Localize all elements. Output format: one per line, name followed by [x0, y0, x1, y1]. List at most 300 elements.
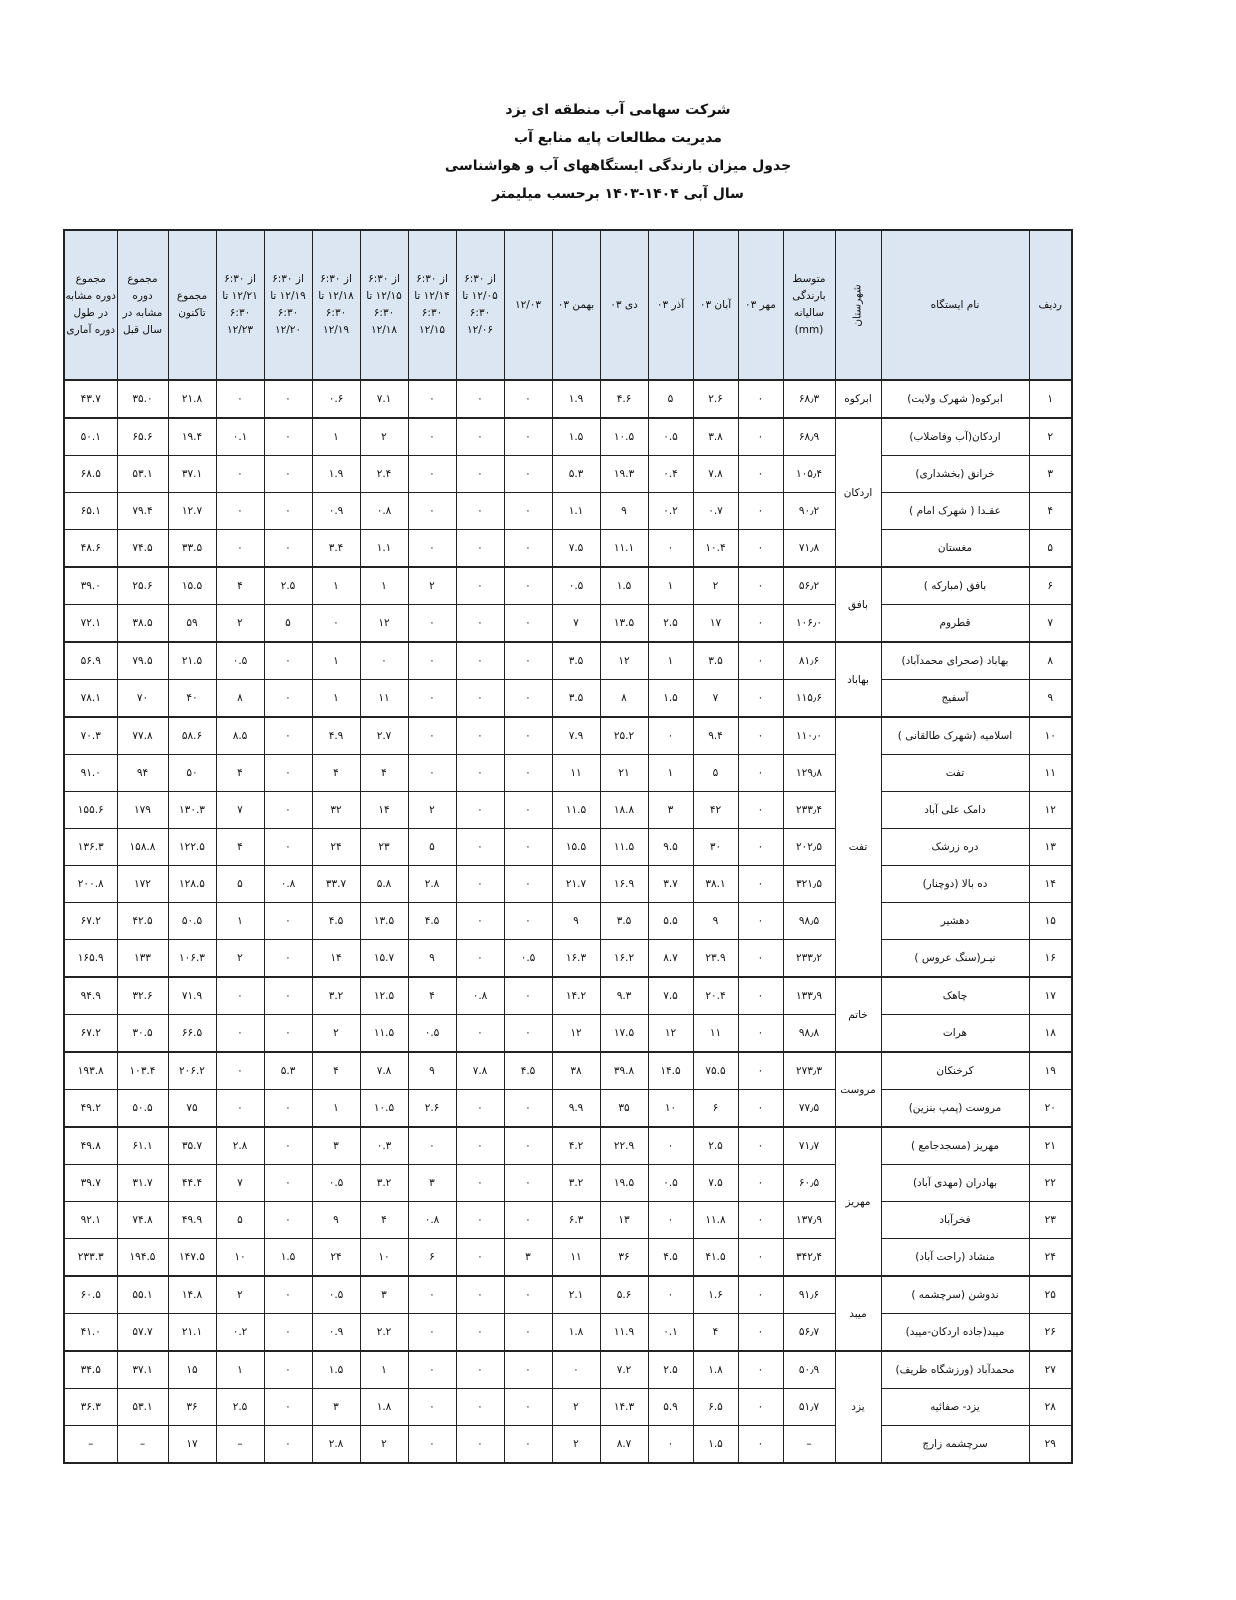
value-cell: ۱۱۰٫۰ — [783, 717, 835, 755]
value-cell: ۱۷۲ — [117, 866, 168, 903]
value-cell: ۰ — [216, 456, 264, 493]
value-cell: ۰ — [456, 1090, 504, 1128]
row-number-cell: ۱۹ — [1029, 1052, 1072, 1090]
value-cell: ۳.۵ — [600, 903, 648, 940]
value-cell: ۰ — [456, 418, 504, 456]
header-cell — [835, 230, 881, 380]
station-name-cell: مغستان — [881, 530, 1029, 568]
value-cell: ۰ — [504, 456, 552, 493]
value-cell: ۶۰٫۵ — [783, 1165, 835, 1202]
value-cell: ۰ — [504, 977, 552, 1015]
value-cell: ۰.۲ — [216, 1314, 264, 1352]
value-cell: ۴.۵ — [408, 903, 456, 940]
value-cell: ۰ — [504, 1127, 552, 1165]
value-cell: ۰ — [408, 1389, 456, 1426]
row-number-cell: ۲۴ — [1029, 1239, 1072, 1277]
value-cell: ۰ — [408, 755, 456, 792]
value-cell: ۰ — [456, 1426, 504, 1464]
value-cell: ۸.۷ — [600, 1426, 648, 1464]
value-cell: ۲۴ — [312, 829, 360, 866]
value-cell: ۰ — [408, 1351, 456, 1389]
table-row — [64, 792, 1072, 829]
value-cell: ۳۷.۱ — [168, 456, 216, 493]
value-cell: ۱۷.۵ — [600, 1015, 648, 1053]
value-cell: ۱.۹ — [312, 456, 360, 493]
value-cell: ۰.۱ — [648, 1314, 693, 1352]
value-cell: ۱۳ — [600, 1202, 648, 1239]
value-cell: ۳ — [360, 1276, 408, 1314]
value-cell: ۱۹.۴ — [168, 418, 216, 456]
value-cell: ۰ — [456, 1165, 504, 1202]
value-cell: ۶.۵ — [693, 1389, 738, 1426]
value-cell: ۵ — [216, 866, 264, 903]
value-cell: ۹۰٫۲ — [783, 493, 835, 530]
value-cell: ۴۴.۴ — [168, 1165, 216, 1202]
value-cell: ۷ — [693, 680, 738, 718]
value-cell: ۳۴۲٫۴ — [783, 1239, 835, 1277]
value-cell: ۱۱.۸ — [693, 1202, 738, 1239]
value-cell: ۳۵.۰ — [117, 380, 168, 418]
value-cell: ۱۵ — [168, 1351, 216, 1389]
value-cell: ۲۵.۶ — [117, 567, 168, 605]
value-cell: ۰ — [264, 829, 312, 866]
value-cell: ۱.۵ — [693, 1426, 738, 1464]
value-cell: ۱۰۶.۳ — [168, 940, 216, 978]
value-cell: ۰ — [738, 1015, 783, 1053]
value-cell: ۳۶ — [600, 1239, 648, 1277]
table-row — [64, 717, 1072, 755]
row-number-cell: ۷ — [1029, 605, 1072, 643]
header-cell: ردیف — [1029, 230, 1072, 380]
row-number-cell: ۱۳ — [1029, 829, 1072, 866]
station-name-cell: سرچشمه زارچ — [881, 1426, 1029, 1464]
value-cell: ۱۲۲.۵ — [168, 829, 216, 866]
value-cell: ۳۸.۵ — [117, 605, 168, 643]
value-cell: ۱۳۷٫۹ — [783, 1202, 835, 1239]
value-cell: ۰ — [738, 380, 783, 418]
value-cell: ۵۰.۱ — [64, 418, 117, 456]
value-cell: ۰ — [456, 792, 504, 829]
value-cell: ۴.۵ — [648, 1239, 693, 1277]
value-cell: ۲ — [312, 1015, 360, 1053]
value-cell: ۱۳۳٫۹ — [783, 977, 835, 1015]
value-cell: ۷۰.۳ — [64, 717, 117, 755]
station-name-cell: عقـدا ( شهرک امام ) — [881, 493, 1029, 530]
value-cell: ۰.۳ — [360, 1127, 408, 1165]
value-cell: ۰ — [216, 380, 264, 418]
value-cell: ۸ — [216, 680, 264, 718]
value-cell: ۳.۵ — [552, 680, 600, 718]
value-cell: ۱۲ — [360, 605, 408, 643]
value-cell: ۰ — [738, 792, 783, 829]
value-cell: ۰ — [738, 680, 783, 718]
value-cell: ۱۰.۵ — [360, 1090, 408, 1128]
value-cell: ۴.۹ — [312, 717, 360, 755]
value-cell: ۹.۹ — [552, 1090, 600, 1128]
table-body — [64, 380, 1072, 1463]
value-cell: ۷۷٫۵ — [783, 1090, 835, 1128]
value-cell: ۰.۶ — [312, 380, 360, 418]
value-cell: ۰ — [738, 1314, 783, 1352]
value-cell: ۹.۳ — [600, 977, 648, 1015]
value-cell: ۲۲.۹ — [600, 1127, 648, 1165]
value-cell: ۱۱.۵ — [360, 1015, 408, 1053]
value-cell: – — [216, 1426, 264, 1464]
value-cell: ۰ — [504, 380, 552, 418]
station-name-cell: ابرکوه( شهرک ولایت) — [881, 380, 1029, 418]
value-cell: ۵۶٫۲ — [783, 567, 835, 605]
value-cell: ۵۷.۷ — [117, 1314, 168, 1352]
value-cell: ۷.۸ — [693, 456, 738, 493]
value-cell: ۱۹۳.۸ — [64, 1052, 117, 1090]
value-cell: ۰ — [504, 530, 552, 568]
value-cell: ۲.۶ — [408, 1090, 456, 1128]
row-number-cell: ۵ — [1029, 530, 1072, 568]
value-cell: ۱۵۸.۸ — [117, 829, 168, 866]
value-cell: ۱.۱ — [360, 530, 408, 568]
value-cell: ۵۰.۵ — [117, 1090, 168, 1128]
value-cell: ۰ — [738, 829, 783, 866]
value-cell: ۱۴ — [360, 792, 408, 829]
value-cell: ۱۴.۵ — [648, 1052, 693, 1090]
value-cell: ۲.۶ — [693, 380, 738, 418]
value-cell: ۰ — [456, 456, 504, 493]
value-cell: ۴.۲ — [552, 1127, 600, 1165]
row-number-cell: ۶ — [1029, 567, 1072, 605]
value-cell: ۷۰ — [117, 680, 168, 718]
value-cell: ۳۲.۶ — [117, 977, 168, 1015]
value-cell: ۴ — [360, 1202, 408, 1239]
value-cell: ۲.۵ — [693, 1127, 738, 1165]
value-cell: ۰ — [504, 605, 552, 643]
value-cell: ۲۰۶.۲ — [168, 1052, 216, 1090]
value-cell: ۱۵۵.۶ — [64, 792, 117, 829]
value-cell: ۰ — [504, 1165, 552, 1202]
value-cell: ۰ — [408, 456, 456, 493]
value-cell: ۰ — [648, 1276, 693, 1314]
row-number-cell: ۸ — [1029, 642, 1072, 680]
value-cell: ۱۱.۵ — [552, 792, 600, 829]
value-cell: ۰ — [264, 1127, 312, 1165]
value-cell: ۰ — [504, 829, 552, 866]
value-cell: ۱.۸ — [693, 1351, 738, 1389]
value-cell: ۰ — [408, 1127, 456, 1165]
value-cell: ۳۶ — [168, 1389, 216, 1426]
table-row — [64, 866, 1072, 903]
station-name-cell: بهاباد (صحرای محمدآباد) — [881, 642, 1029, 680]
county-cell: مروست — [835, 1052, 881, 1127]
value-cell: ۰ — [504, 1202, 552, 1239]
value-cell: ۰ — [738, 717, 783, 755]
value-cell: – — [117, 1426, 168, 1464]
value-cell: ۱۶.۲ — [600, 940, 648, 978]
value-cell: ۱۳۰.۳ — [168, 792, 216, 829]
value-cell: ۲۷۳٫۳ — [783, 1052, 835, 1090]
value-cell: ۰ — [264, 1202, 312, 1239]
header-cell: دی ۰۳ — [600, 230, 648, 380]
table-row — [64, 380, 1072, 418]
value-cell: ۳۹.۰ — [64, 567, 117, 605]
value-cell: ۹۸٫۸ — [783, 1015, 835, 1053]
table-row — [64, 680, 1072, 718]
value-cell: ۱۰.۴ — [693, 530, 738, 568]
value-cell: ۰ — [264, 418, 312, 456]
value-cell: ۱۰ — [360, 1239, 408, 1277]
county-cell: مهریز — [835, 1127, 881, 1276]
value-cell: ۵ — [408, 829, 456, 866]
value-cell: ۱۷۹ — [117, 792, 168, 829]
header-cell: از ۶:۳۰ ۱۲/۱۴ تا ۶:۳۰ ۱۲/۱۵ — [408, 230, 456, 380]
value-cell: ۰ — [738, 456, 783, 493]
value-cell: ۰ — [408, 1426, 456, 1464]
value-cell: ۰ — [738, 1165, 783, 1202]
department-title: مدیریت مطالعات پایه منابع آب — [514, 130, 722, 146]
value-cell: ۱ — [648, 755, 693, 792]
value-cell: ۰ — [264, 642, 312, 680]
value-cell: ۲۱.۷ — [552, 866, 600, 903]
table-row — [64, 456, 1072, 493]
value-cell: ۰ — [264, 380, 312, 418]
value-cell: ۲.۵ — [264, 567, 312, 605]
value-cell: ۰ — [504, 680, 552, 718]
value-cell: ۴۹.۲ — [64, 1090, 117, 1128]
value-cell: ۵۳.۱ — [117, 1389, 168, 1426]
value-cell: ۰ — [738, 940, 783, 978]
value-cell: ۲ — [216, 940, 264, 978]
value-cell: ۱.۵ — [600, 567, 648, 605]
value-cell: ۷۱٫۸ — [783, 530, 835, 568]
value-cell: ۹ — [408, 940, 456, 978]
value-cell: ۱۲ — [648, 1015, 693, 1053]
value-cell: ۱ — [648, 567, 693, 605]
header-cell: از ۶:۳۰ ۱۲/۱۹ تا ۶:۳۰ ۱۲/۲۰ — [264, 230, 312, 380]
station-name-cell: دره زرشک — [881, 829, 1029, 866]
header-cell: مجموع تاکنون — [168, 230, 216, 380]
value-cell: ۱۲.۷ — [168, 493, 216, 530]
value-cell: ۱.۸ — [360, 1389, 408, 1426]
value-cell: ۰ — [456, 866, 504, 903]
value-cell: ۰ — [216, 977, 264, 1015]
value-cell: ۴ — [216, 755, 264, 792]
value-cell: ۴۰ — [168, 680, 216, 718]
value-cell: ۲۰.۴ — [693, 977, 738, 1015]
table-row — [64, 1351, 1072, 1389]
value-cell: ۱۴.۸ — [168, 1276, 216, 1314]
row-number-cell: ۲۵ — [1029, 1276, 1072, 1314]
value-cell: ۰ — [456, 493, 504, 530]
header-cell: مجموع دوره مشابه در سال قبل — [117, 230, 168, 380]
station-name-cell: فخرآباد — [881, 1202, 1029, 1239]
value-cell: ۳۲ — [312, 792, 360, 829]
value-cell: ۵۶٫۷ — [783, 1314, 835, 1352]
value-cell: ۱ — [312, 1090, 360, 1128]
value-cell: ۱۱ — [552, 1239, 600, 1277]
value-cell: ۹۱.۰ — [64, 755, 117, 792]
value-cell: ۰.۵ — [648, 1165, 693, 1202]
value-cell: ۰ — [408, 680, 456, 718]
station-name-cell: مهریز (مسجدجامع ) — [881, 1127, 1029, 1165]
station-name-cell: ندوشن (سرچشمه ) — [881, 1276, 1029, 1314]
value-cell: ۰ — [360, 642, 408, 680]
value-cell: ۲۳.۹ — [693, 940, 738, 978]
value-cell: ۳۴.۵ — [64, 1351, 117, 1389]
value-cell: ۰ — [738, 642, 783, 680]
value-cell: ۶۸.۵ — [64, 456, 117, 493]
row-number-cell: ۲۳ — [1029, 1202, 1072, 1239]
table-row — [64, 903, 1072, 940]
value-cell: ۰ — [504, 493, 552, 530]
value-cell: ۴۸.۶ — [64, 530, 117, 568]
value-cell: ۲.۵ — [216, 1389, 264, 1426]
value-cell: ۴۲ — [693, 792, 738, 829]
value-cell: ۴۹.۹ — [168, 1202, 216, 1239]
value-cell: ۳.۵ — [552, 642, 600, 680]
header-cell: بهمن ۰۳ — [552, 230, 600, 380]
value-cell: ۵۰٫۹ — [783, 1351, 835, 1389]
value-cell: ۷۵.۵ — [693, 1052, 738, 1090]
value-cell: ۱ — [216, 903, 264, 940]
value-cell: ۴۱.۵ — [693, 1239, 738, 1277]
value-cell: ۰ — [504, 1426, 552, 1464]
value-cell: ۱۰۳.۴ — [117, 1052, 168, 1090]
value-cell: ۴ — [216, 567, 264, 605]
header-cell: نام ایستگاه — [881, 230, 1029, 380]
table-row — [64, 530, 1072, 568]
value-cell: ۲.۵ — [648, 1351, 693, 1389]
header-cell: ۱۲/۰۳ — [504, 230, 552, 380]
value-cell: ۰.۸ — [456, 977, 504, 1015]
value-cell: ۰ — [738, 1090, 783, 1128]
value-cell: ۲ — [408, 792, 456, 829]
value-cell: ۵۳.۱ — [117, 456, 168, 493]
value-cell: ۱۰ — [648, 1090, 693, 1128]
table-row — [64, 1314, 1072, 1352]
value-cell: ۰ — [504, 418, 552, 456]
value-cell: ۰ — [264, 1165, 312, 1202]
value-cell: ۷۵ — [168, 1090, 216, 1128]
value-cell: ۳۵.۷ — [168, 1127, 216, 1165]
value-cell: ۷.۵ — [693, 1165, 738, 1202]
value-cell: ۱۴۷.۵ — [168, 1239, 216, 1277]
value-cell: ۱.۵ — [264, 1239, 312, 1277]
value-cell: ۶۸٫۳ — [783, 380, 835, 418]
value-cell: ۵۸.۶ — [168, 717, 216, 755]
value-cell: ۱ — [360, 1351, 408, 1389]
value-cell: ۲.۸ — [216, 1127, 264, 1165]
station-name-cell: اسلامیه (شهرک طالقانی ) — [881, 717, 1029, 755]
value-cell: ۶۷.۲ — [64, 1015, 117, 1053]
value-cell: ۰ — [264, 1314, 312, 1352]
value-cell: ۰ — [456, 680, 504, 718]
value-cell: ۲۳۳٫۴ — [783, 792, 835, 829]
value-cell: ۰ — [738, 866, 783, 903]
header-cell: مجموع دوره مشابه در طول دوره آماری — [64, 230, 117, 380]
value-cell: ۹.۵ — [648, 829, 693, 866]
value-cell: ۱.۱ — [552, 493, 600, 530]
value-cell: ۷.۱ — [360, 380, 408, 418]
company-title: شرکت سهامی آب منطقه ای یزد — [505, 102, 731, 118]
table-row — [64, 1127, 1072, 1165]
station-name-cell: خرانق (بخشداری) — [881, 456, 1029, 493]
value-cell: ۶۶.۵ — [168, 1015, 216, 1053]
value-cell: ۰ — [504, 792, 552, 829]
value-cell: ۴۱.۰ — [64, 1314, 117, 1352]
value-cell: ۱ — [312, 680, 360, 718]
table-row — [64, 642, 1072, 680]
value-cell: ۱۵.۷ — [360, 940, 408, 978]
value-cell: ۷ — [216, 1165, 264, 1202]
station-name-cell: دهشیر — [881, 903, 1029, 940]
value-cell: ۲ — [408, 567, 456, 605]
value-cell: ۶۰.۵ — [64, 1276, 117, 1314]
value-cell: ۰ — [738, 418, 783, 456]
value-cell: ۱ — [360, 567, 408, 605]
header-row — [64, 230, 1072, 380]
station-name-cell: آسفیج — [881, 680, 1029, 718]
station-name-cell: ده بالا (دوچنار) — [881, 866, 1029, 903]
value-cell: ۲.۲ — [360, 1314, 408, 1352]
row-number-cell: ۲ — [1029, 418, 1072, 456]
value-cell: ۱۰.۵ — [600, 418, 648, 456]
header-county-label: شهرستان — [851, 283, 864, 327]
table-row — [64, 977, 1072, 1015]
value-cell: ۱.۹ — [552, 380, 600, 418]
value-cell: ۰ — [504, 903, 552, 940]
value-cell: ۲۵.۲ — [600, 717, 648, 755]
value-cell: ۰.۸ — [360, 493, 408, 530]
value-cell: ۵.۵ — [648, 903, 693, 940]
value-cell: ۰ — [264, 1389, 312, 1426]
row-number-cell: ۲۱ — [1029, 1127, 1072, 1165]
value-cell: ۱۵.۵ — [552, 829, 600, 866]
table-row — [64, 1202, 1072, 1239]
value-cell: ۱۹.۵ — [600, 1165, 648, 1202]
value-cell: ۰ — [264, 493, 312, 530]
station-name-cell: یزد- صفائیه — [881, 1389, 1029, 1426]
value-cell: ۰ — [408, 493, 456, 530]
value-cell: ۰ — [456, 717, 504, 755]
value-cell: ۹۲.۱ — [64, 1202, 117, 1239]
value-cell: ۲.۵ — [648, 605, 693, 643]
county-cell: بهاباد — [835, 642, 881, 717]
value-cell: ۱۸.۸ — [600, 792, 648, 829]
county-cell: بافق — [835, 567, 881, 642]
value-cell: ۰ — [408, 642, 456, 680]
value-cell: ۱ — [648, 642, 693, 680]
value-cell: ۱۴.۲ — [552, 977, 600, 1015]
value-cell: ۰.۵ — [312, 1276, 360, 1314]
row-number-cell: ۲۷ — [1029, 1351, 1072, 1389]
row-number-cell: ۱۷ — [1029, 977, 1072, 1015]
value-cell: ۱.۵ — [312, 1351, 360, 1389]
value-cell: ۰ — [504, 717, 552, 755]
value-cell: ۰ — [216, 530, 264, 568]
value-cell: ۵۵.۱ — [117, 1276, 168, 1314]
value-cell: ۵.۸ — [360, 866, 408, 903]
value-cell: ۹۴ — [117, 755, 168, 792]
value-cell: ۰ — [504, 1314, 552, 1352]
value-cell: ۳۸.۱ — [693, 866, 738, 903]
value-cell: ۳.۵ — [693, 642, 738, 680]
value-cell: ۵ — [648, 380, 693, 418]
value-cell: ۳.۲ — [312, 977, 360, 1015]
value-cell: ۰ — [408, 605, 456, 643]
table-row — [64, 418, 1072, 456]
value-cell: ۲ — [216, 605, 264, 643]
value-cell: ۰ — [264, 1090, 312, 1128]
table-row — [64, 829, 1072, 866]
value-cell: ۷.۸ — [360, 1052, 408, 1090]
